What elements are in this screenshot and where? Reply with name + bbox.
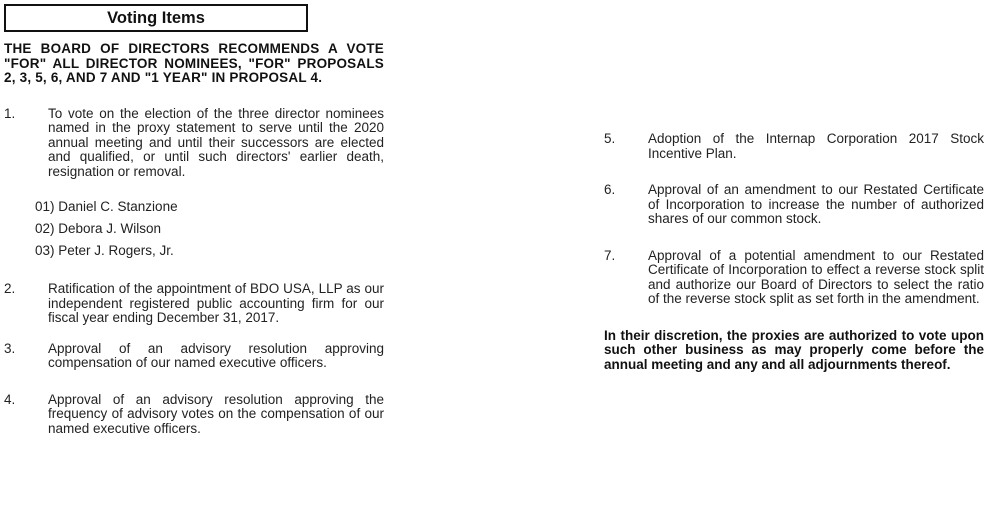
item-text: Approval of a potential amendment to our Restated Certificate of Incorporation to effect a reverse stock split and authorize our Board of Directors to select the ratio of the reverse stock split as set forth in the amendment. [648,247,984,306]
board-recommendation: THE BOARD OF DIRECTORS RECOMMENDS A VOTE "FOR" ALL DIRECTOR NOMINEES, "FOR" PROPOSALS 2, 3, 5, 6, AND 7 AND "1 YEAR" IN PROPOSAL 4. [4,41,384,85]
voting-item-3 [4,342,384,371]
nominee-3: 03) Peter J. Rogers, Jr. [35,243,174,258]
right-column [604,132,984,372]
voting-item-2 [4,282,384,326]
left-column [4,4,384,436]
voting-item-5 [604,132,984,161]
nominee-list [35,196,384,262]
item-text: Ratification of the appointment of BDO USA, LLP as our independent registered public accounting firm for our fiscal year ending December 31, 2017. [48,281,384,325]
nominee-2: 02) Debora J. Wilson [35,221,162,236]
item-number: 2. [4,281,16,296]
voting-item-4 [4,393,384,437]
item-number: 5. [604,131,616,146]
item-text: Approval of an advisory resolution approving compensation of our named executive officers. [48,340,384,370]
item-number: 3. [4,340,16,356]
item-text: To vote on the election of the three director nominees named in the proxy statement to serve until the 2020 annual meeting and until their successors are elected and qualified, or until such directors' earlier death, resignation or removal. [48,105,384,179]
item-number: 7. [604,247,616,263]
item-number: 6. [604,182,616,197]
voting-item-6 [604,183,984,227]
voting-item-1 [4,107,384,180]
voting-item-7 [604,249,984,307]
discretion-statement: In their discretion, the proxies are authorized to vote upon such other business as may properly come before the annual meeting and any and all adjournments thereof. [604,327,984,372]
nominee-1: 01) Daniel C. Stanzione [35,199,178,214]
item-text: Approval of an advisory resolution approving the frequency of advisory votes on the compensation of our named executive officers. [48,391,384,436]
item-number: 1. [4,105,16,121]
section-title: Voting Items [4,4,308,32]
item-text: Approval of an amendment to our Restated Certificate of Incorporation to increase the number of authorized shares of our common stock. [648,182,984,226]
item-number: 4. [4,391,16,407]
item-text: Adoption of the Internap Corporation 2017 Stock Incentive Plan. [648,131,984,161]
